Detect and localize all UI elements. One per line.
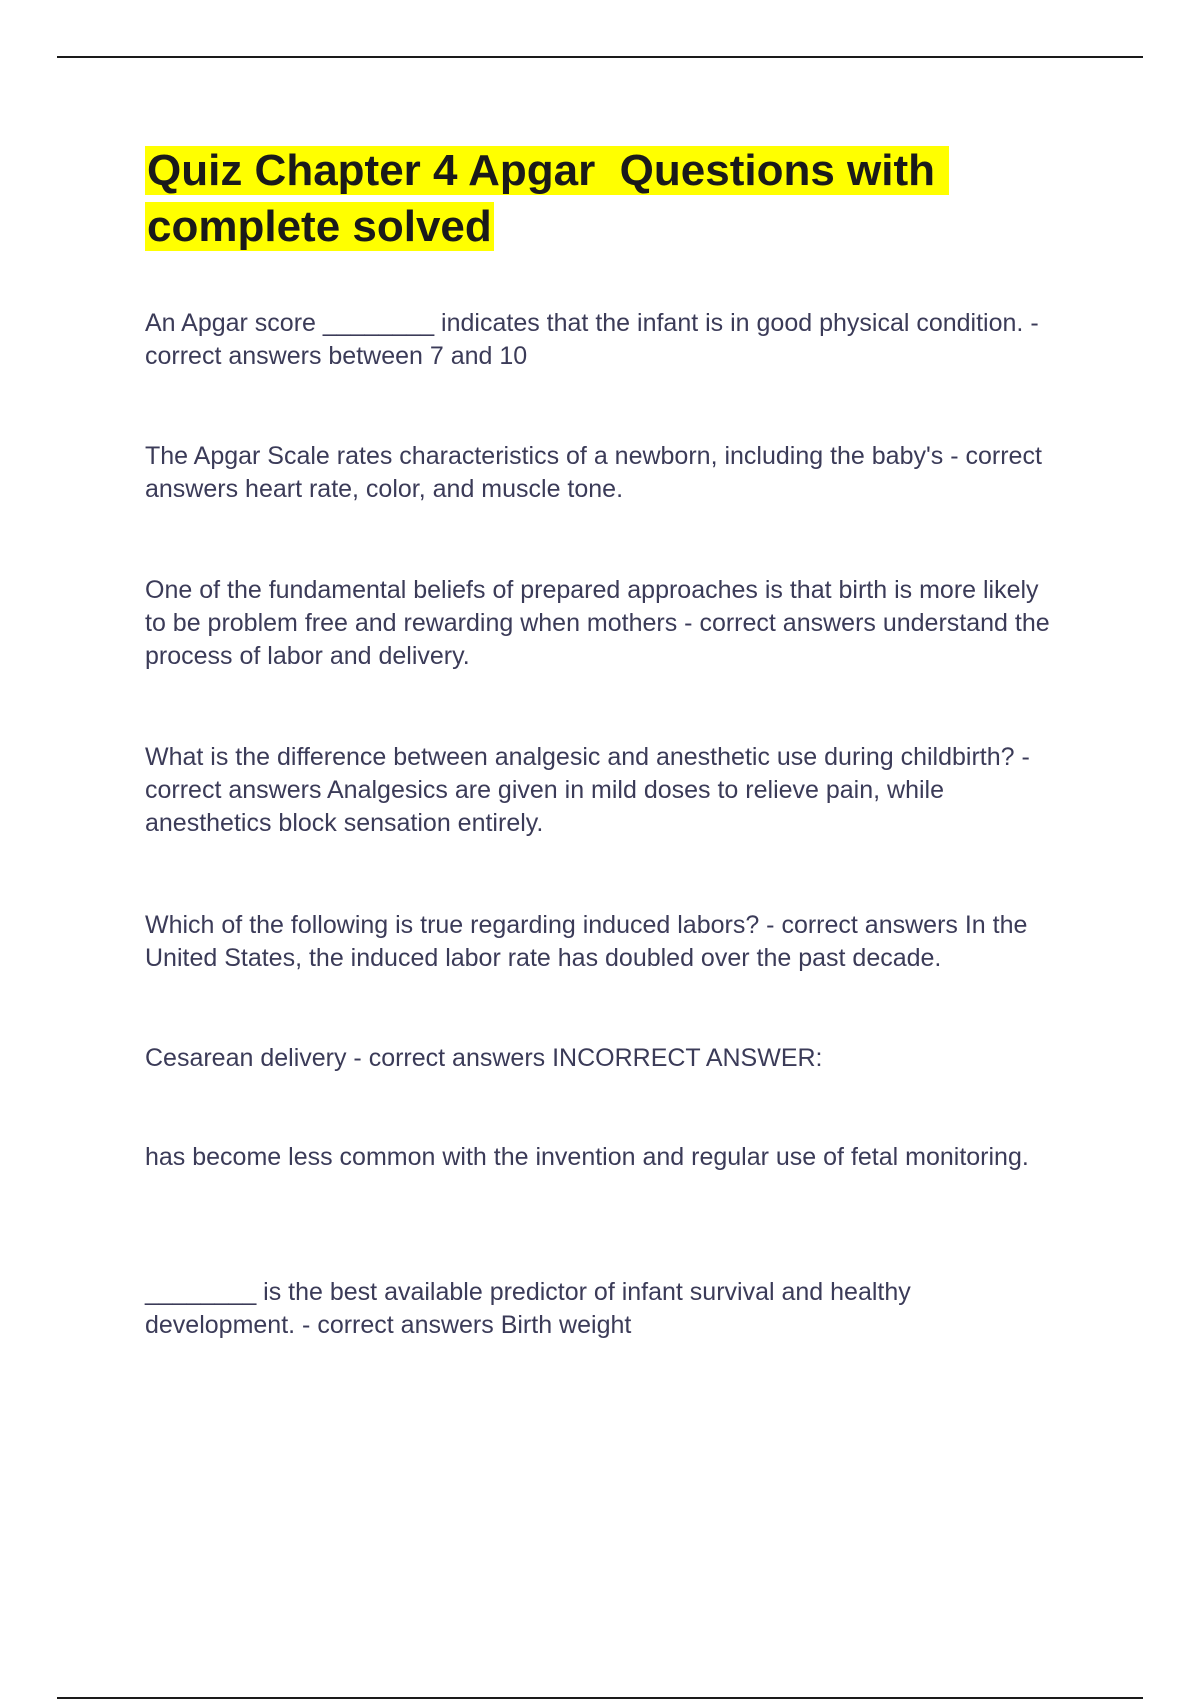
question-7: ________ is the best available predictor of infant survival and healthy development. - correct answers Birth weight bbox=[145, 1278, 918, 1339]
title-highlight: Quiz Chapter 4 Apgar Questions with complete solved bbox=[147, 146, 948, 251]
question-4: What is the difference between analgesic and anesthetic use during childbirth? - correct answers Analgesics are given in mild doses to relieve pain, while anesthetics block sensation entirely. bbox=[145, 743, 1037, 837]
question-1: An Apgar score ________ indicates that the infant is in good physical condition. - correct answers between 7 and 10 bbox=[145, 309, 1046, 370]
question-6-continuation: has become less common with the invention and regular use of fetal monitoring. bbox=[145, 1143, 1029, 1171]
question-3: One of the fundamental beliefs of prepared approaches is that birth is more likely to be problem free and rewarding when mothers - correct answers understand the process of labor and delivery. bbox=[145, 576, 1057, 670]
question-2: The Apgar Scale rates characteristics of a newborn, including the baby's - correct answers heart rate, color, and muscle tone. bbox=[145, 442, 1049, 503]
question-6: Cesarean delivery - correct answers INCORRECT ANSWER: bbox=[145, 1044, 823, 1072]
question-5: Which of the following is true regarding induced labors? - correct answers In the United States, the induced labor rate has doubled over the past decade. bbox=[145, 911, 1035, 972]
top-rule bbox=[57, 56, 1143, 58]
page-title bbox=[145, 143, 1075, 255]
bottom-rule bbox=[57, 1697, 1143, 1699]
